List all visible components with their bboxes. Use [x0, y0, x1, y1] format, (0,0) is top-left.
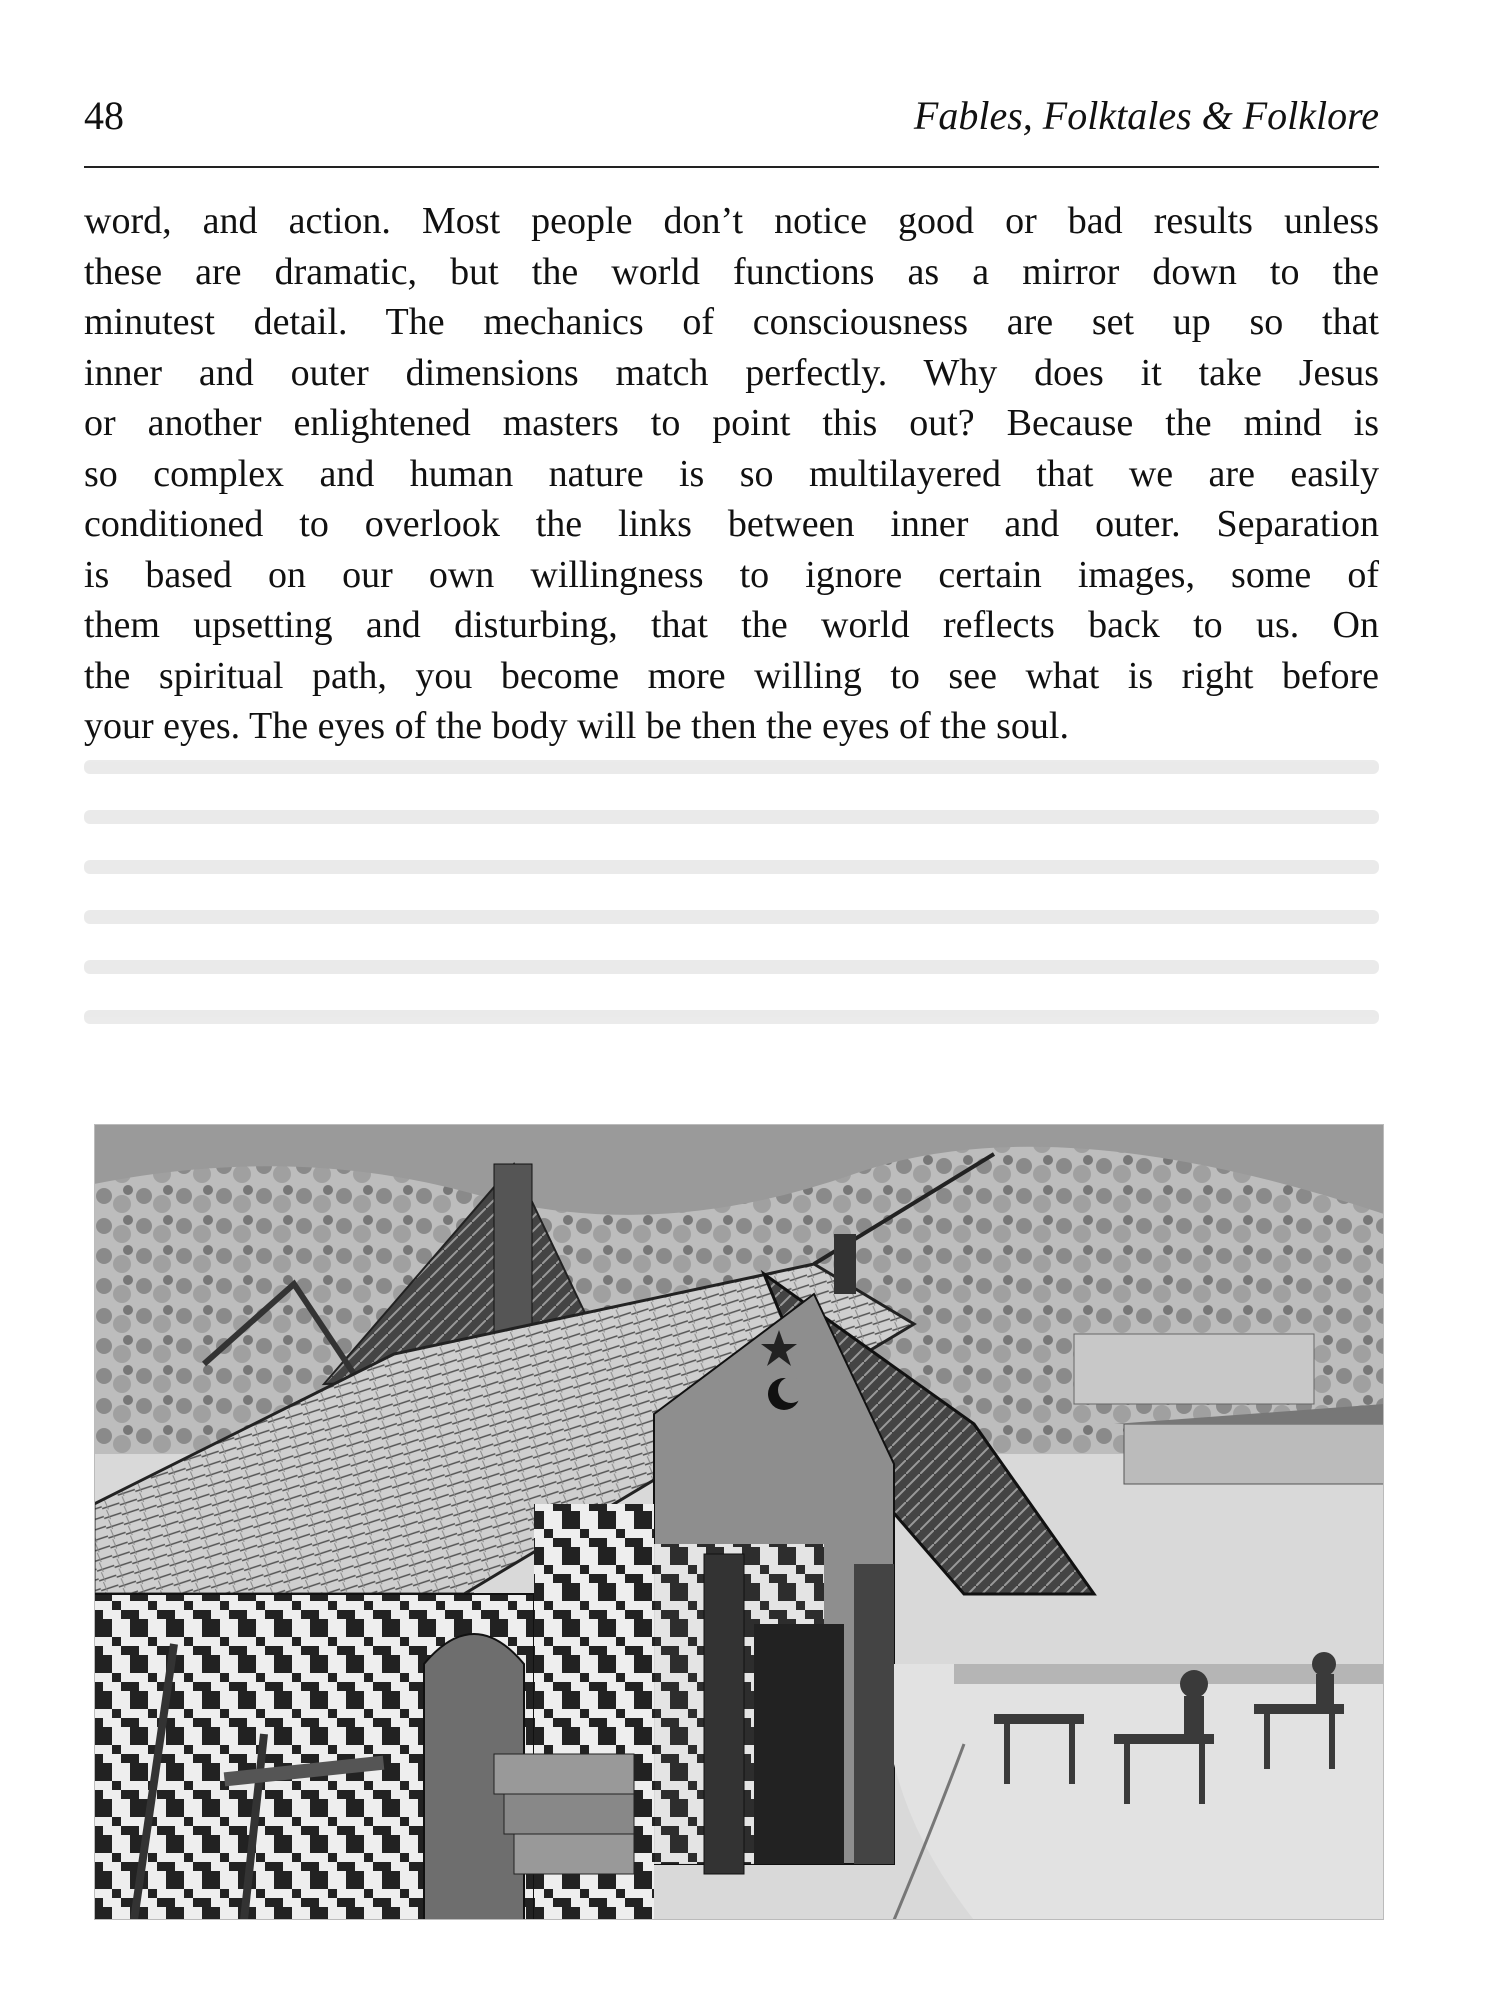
- text-line: inner and outer dimensions match perfectly. Why does it take Jesus: [84, 351, 1379, 394]
- text-line: or another enlightened masters to point this out? Because the mind is: [84, 402, 1379, 444]
- text-line: word, and action. Most people don’t notice good or bad results unless: [84, 200, 1379, 242]
- page-header: [84, 88, 1379, 144]
- show-through-text: [84, 760, 1379, 1100]
- photo-traditional-hut: [94, 1124, 1384, 1920]
- text-line: these are dramatic, but the world functions as a mirror down to the: [84, 250, 1379, 293]
- text-line: your eyes. The eyes of the body will be then the eyes of the soul.: [84, 705, 1069, 747]
- page-number: 48: [84, 93, 124, 138]
- text-line: them upsetting and disturbing, that the world reflects back to us. On: [84, 604, 1379, 646]
- text-line: minutest detail. The mechanics of consciousness are set up so that: [84, 301, 1379, 343]
- running-title: Fables, Folktales & Folklore: [913, 93, 1379, 138]
- text-line: is based on our own willingness to ignore certain images, some of: [84, 553, 1379, 596]
- header-rule: [84, 166, 1379, 168]
- body-paragraph: [84, 196, 1379, 752]
- text-line: conditioned to overlook the links between inner and outer. Separation: [84, 503, 1379, 545]
- text-line: the spiritual path, you become more willing to see what is right before: [84, 654, 1379, 697]
- text-line: so complex and human nature is so multilayered that we are easily: [84, 452, 1379, 495]
